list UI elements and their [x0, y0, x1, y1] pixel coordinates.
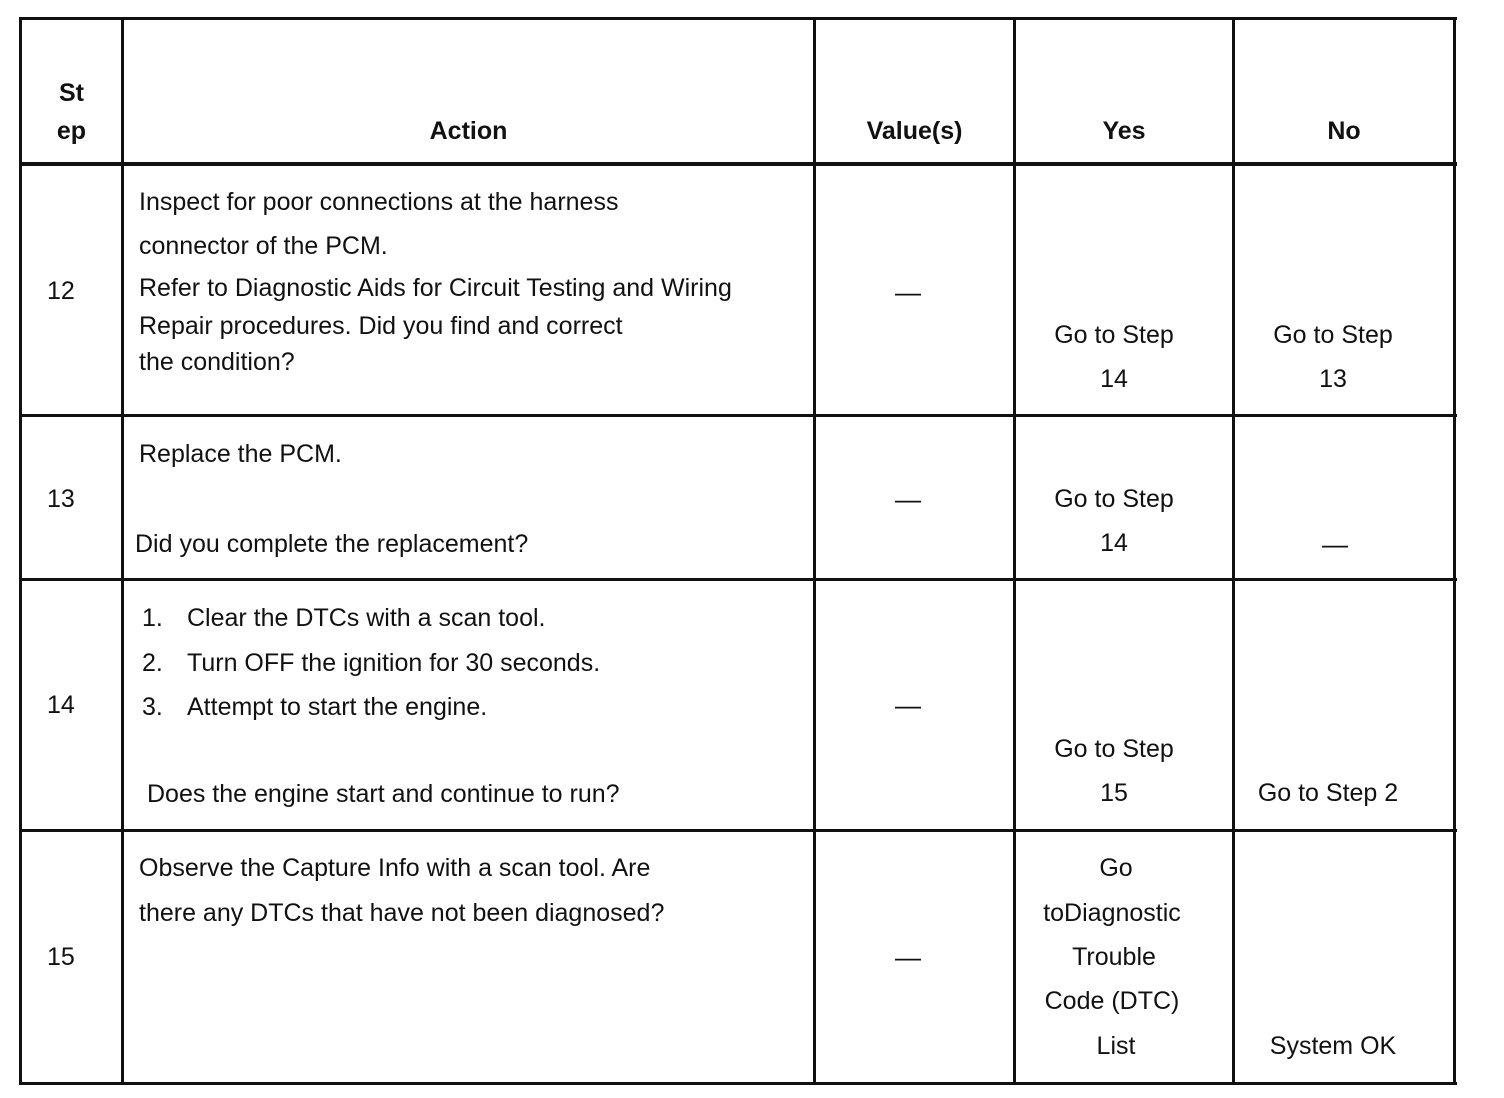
column-divider	[121, 17, 124, 1085]
header-step	[22, 78, 121, 146]
yes-text: Code (DTC)	[1044, 987, 1180, 1015]
column-divider	[19, 17, 22, 1085]
yes-text: 14	[1100, 365, 1128, 393]
value-dash: —	[895, 277, 921, 307]
table-border-bottom	[19, 1082, 1457, 1085]
no-text: System OK	[1269, 1032, 1397, 1060]
yes-text: Go to Step	[1054, 485, 1174, 513]
yes-text: Go	[1099, 854, 1133, 882]
action-text: Refer to Diagnostic Aids for Circuit Testing and Wiring	[139, 274, 732, 302]
header-no: No	[1327, 117, 1361, 145]
header-step-line1: St	[59, 79, 84, 107]
header-yes: Yes	[1102, 117, 1146, 145]
no-text: Go to Step	[1273, 321, 1393, 349]
list-number: 3.	[142, 693, 163, 721]
header-divider	[19, 162, 1457, 166]
action-text: Repair procedures. Did you find and correct	[139, 312, 623, 340]
value-dash: —	[895, 690, 921, 720]
column-divider	[1453, 17, 1456, 1085]
action-text: the condition?	[139, 348, 295, 376]
yes-text: Go to Step	[1054, 321, 1174, 349]
header-values: Value(s)	[866, 117, 963, 145]
no-text: 13	[1319, 365, 1347, 393]
step-number: 12	[47, 277, 75, 305]
row-divider	[19, 829, 1457, 832]
action-text: Inspect for poor connections at the harness	[139, 188, 619, 216]
header-step-line2: ep	[56, 117, 87, 145]
yes-text: 15	[1100, 779, 1128, 807]
table-border-top	[19, 17, 1457, 20]
list-item: Turn OFF the ignition for 30 seconds.	[187, 649, 601, 677]
action-text: Replace the PCM.	[139, 440, 342, 468]
yes-text: 14	[1100, 529, 1128, 557]
step-number: 13	[47, 485, 75, 513]
value-dash: —	[895, 942, 921, 972]
value-dash: —	[895, 484, 921, 514]
action-text: connector of the PCM.	[139, 232, 388, 260]
no-text: Go to Step 2	[1257, 779, 1399, 807]
row-divider	[19, 414, 1457, 417]
yes-text: Trouble	[1072, 943, 1156, 971]
action-text: there any DTCs that have not been diagnosed?	[139, 899, 665, 927]
list-item: Clear the DTCs with a scan tool.	[187, 604, 546, 632]
row-divider	[19, 578, 1457, 581]
no-dash: —	[1322, 529, 1348, 559]
action-text: Does the engine start and continue to run?	[147, 780, 620, 808]
yes-text: toDiagnostic	[1043, 899, 1181, 927]
header-action: Action	[429, 117, 508, 145]
list-item: Attempt to start the engine.	[187, 693, 488, 721]
step-number: 15	[47, 943, 75, 971]
step-number: 14	[47, 691, 75, 719]
action-text: Did you complete the replacement?	[135, 530, 529, 558]
list-number: 1.	[142, 604, 163, 632]
yes-text: Go to Step	[1054, 735, 1174, 763]
action-text: Observe the Capture Info with a scan tool. Are	[139, 854, 651, 882]
yes-text: List	[1096, 1032, 1136, 1060]
column-divider	[813, 17, 816, 1085]
list-number: 2.	[142, 649, 163, 677]
